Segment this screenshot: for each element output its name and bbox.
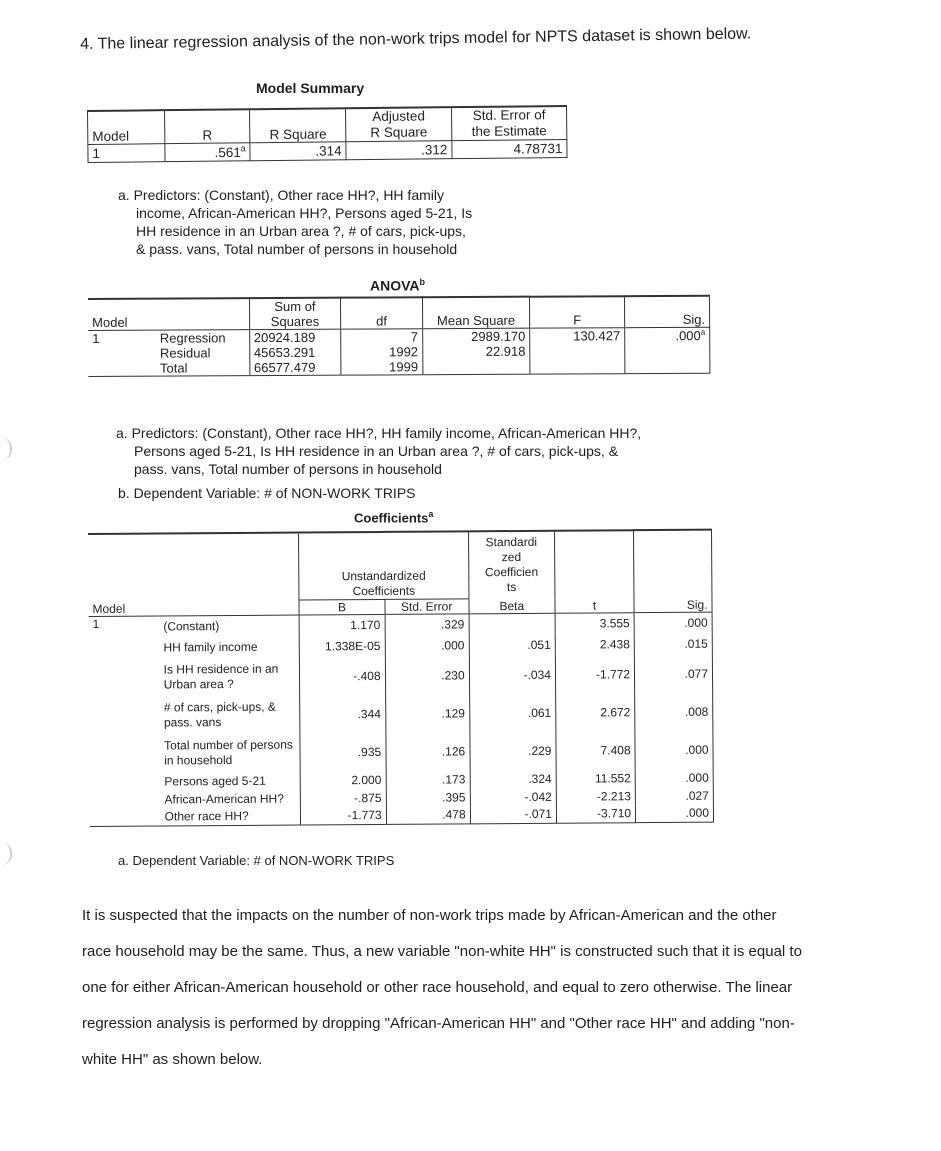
- coefficients-title-text: Coefficients: [354, 510, 429, 526]
- anova-ms-value: 22.918: [422, 344, 530, 360]
- coef-sig-value: .008: [635, 692, 713, 731]
- anova-df-value: 7: [341, 329, 423, 345]
- anova-sig-value: .000: [675, 328, 701, 344]
- model-summary-title: Model Summary: [256, 80, 365, 96]
- anova-ss-value: 20924.189: [249, 329, 341, 345]
- coef-row-label: Is HH residence in an Urban area ?: [163, 661, 279, 691]
- ms-header-adjusted-r-square: [346, 107, 452, 142]
- coef-header-unstd-line1: Unstandardized: [341, 568, 426, 584]
- question-heading: 4. The linear regression analysis of the non-work trips model for NPTS dataset is shown below.: [80, 25, 752, 53]
- coef-se-value: .395: [386, 788, 470, 807]
- coef-t-value: -1.772: [555, 655, 634, 694]
- table-row: [89, 730, 713, 772]
- ms-header-r: R: [164, 109, 250, 143]
- model-summary-row: [88, 139, 567, 162]
- coef-b-value: -1.773: [301, 806, 387, 825]
- coef-header-unstd-line2: Coefficients: [352, 583, 416, 599]
- anova-note-line: pass. vans, Total number of persons in household: [134, 461, 442, 477]
- coef-b-value: 2.000: [300, 770, 386, 789]
- coef-beta-value: -.042: [470, 787, 556, 806]
- coef-header-std-line: zed: [501, 550, 522, 565]
- coef-header-beta: Beta: [469, 598, 555, 614]
- anova-row-label: Total: [159, 360, 188, 376]
- ms-adjusted-value: .312: [346, 141, 452, 160]
- coef-t-value: -3.710: [556, 805, 635, 824]
- anova-sig-cell: [625, 327, 710, 343]
- ms-header-std-error-line2: the Estimate: [471, 123, 547, 139]
- coef-header-row-1: [88, 530, 712, 602]
- coef-row-label: # of cars, pick-ups, & pass. vans: [163, 699, 276, 729]
- coef-beta-value: .229: [470, 731, 557, 770]
- ms-note-line: income, African-American HH?, Persons aged 5-21, Is: [136, 205, 473, 221]
- ms-r-square-value: .314: [250, 142, 346, 161]
- coef-b-value: .344: [300, 694, 386, 733]
- anova-row-label: Residual: [159, 345, 211, 361]
- anova-row-total: [88, 358, 710, 377]
- coef-sig-value: .015: [634, 632, 712, 655]
- anova-ss-value: 45653.291: [249, 345, 341, 360]
- ms-note-line: a. Predictors: (Constant), Other race HH?, HH family: [118, 187, 444, 203]
- ms-header-adjusted-line1: Adjusted: [372, 108, 425, 125]
- coef-model-number: 1: [92, 616, 100, 631]
- coefficients-title-footnote-marker: a: [428, 509, 434, 519]
- ms-r-value: .561: [214, 144, 241, 161]
- paragraph-line: white HH" as shown below.: [82, 1051, 263, 1068]
- table-row: [89, 692, 713, 734]
- coef-beta-value: .324: [470, 769, 556, 788]
- coef-header-std-line: Coefficien: [484, 565, 539, 580]
- coef-header-standardized: [468, 531, 555, 599]
- paragraph-line: race household may be the same. Thus, a new variable "non-white HH" is constructed such that it is equal to: [82, 943, 802, 960]
- explanation-paragraph: [82, 898, 882, 1078]
- coef-b-value: -.408: [300, 656, 386, 695]
- coef-sig-value: .027: [635, 786, 713, 805]
- coef-t-value: 2.438: [555, 633, 634, 656]
- anova-header-sig: [625, 296, 710, 328]
- coef-se-value: .000: [385, 634, 469, 657]
- anova-table: [88, 295, 710, 378]
- coef-sig-value: .000: [634, 612, 712, 633]
- anova-model-number: 1: [92, 330, 100, 346]
- table-row: [90, 804, 714, 826]
- scan-margin-mark: [0, 438, 12, 460]
- coef-se-value: .478: [386, 806, 470, 825]
- coef-row-label: Persons aged 5-21: [164, 773, 266, 788]
- anova-header-mean-square: Mean Square: [422, 297, 530, 329]
- coef-row-label: (Constant): [163, 618, 220, 634]
- anova-header-sig-text: Sig.: [682, 311, 706, 327]
- coef-header-t: t: [555, 598, 634, 614]
- coef-b-value: .935: [300, 732, 386, 771]
- anova-title: [370, 277, 425, 294]
- coef-beta-value: .061: [469, 693, 556, 732]
- anova-f-value: 130.427: [530, 328, 625, 344]
- coefficients-table: [88, 529, 714, 827]
- coef-beta-value: .051: [469, 633, 555, 656]
- coef-row-label: Other race HH?: [164, 809, 249, 824]
- ms-r-cell: [165, 143, 251, 161]
- ms-header-std-error-line1: Std. Error of: [472, 107, 546, 123]
- coef-t-value: 2.672: [556, 693, 635, 732]
- coef-header-std-line: ts: [506, 580, 517, 595]
- anova-header-ss-line1: Sum of: [274, 298, 316, 315]
- ms-header-model: Model: [88, 110, 165, 144]
- coef-b-value: 1.338E-05: [299, 634, 385, 657]
- anova-title-footnote-marker: b: [419, 277, 426, 287]
- anova-footnote-b: b. Dependent Variable: # of NON-WORK TRIPS: [118, 485, 416, 501]
- coef-header-unstandardized: [299, 531, 469, 600]
- anova-note-line: Persons aged 5-21, Is HH residence in an Urban area ?, # of cars, pick-ups, &: [134, 443, 619, 459]
- coef-t-value: 3.555: [555, 613, 634, 634]
- model-summary-header-row: [88, 106, 567, 145]
- coef-b-value: 1.170: [299, 614, 385, 635]
- ms-note-line: HH residence in an Urban area ?, # of cars, pick-ups,: [136, 223, 466, 239]
- coef-beta-value: -.034: [469, 655, 556, 694]
- coef-header-b: B: [299, 599, 385, 615]
- coef-se-value: .173: [386, 770, 470, 789]
- coef-row-label: African-American HH?: [164, 791, 284, 806]
- scan-margin-mark: [0, 843, 12, 865]
- anova-title-text: ANOVA: [370, 277, 420, 294]
- coefficients-footnote: a. Dependent Variable: # of NON-WORK TRIPS: [118, 853, 395, 868]
- coef-header-sig: Sig.: [634, 597, 712, 613]
- anova-note-line: a. Predictors: (Constant), Other race HH?, HH family income, African-American HH?,: [116, 425, 642, 441]
- coef-header-model: Model: [92, 601, 126, 616]
- anova-header-model: Model: [88, 299, 156, 331]
- coef-t-value: -2.213: [556, 787, 635, 806]
- coef-se-value: .230: [385, 656, 469, 695]
- coef-se-value: .126: [386, 732, 470, 771]
- anova-header-sum-of-squares: [249, 298, 341, 330]
- ms-note-line: & pass. vans, Total number of persons in household: [136, 241, 458, 257]
- anova-header-df: df: [341, 297, 423, 329]
- paragraph-line: It is suspected that the impacts on the number of non-work trips made by African-American and the other: [82, 907, 777, 924]
- coef-beta-value: -.071: [470, 805, 556, 824]
- coef-header-std-line: Standardi: [485, 535, 538, 550]
- ms-std-error-value: 4.78731: [452, 139, 567, 158]
- coef-t-value: 7.408: [556, 731, 635, 770]
- anova-header-f: F: [530, 296, 625, 328]
- ms-r-footnote-marker: a: [240, 143, 246, 154]
- anova-header-row: [88, 296, 710, 331]
- anova-ss-value: 66577.479: [249, 360, 341, 376]
- model-summary-table: [87, 105, 568, 163]
- coef-sig-value: .077: [634, 654, 712, 693]
- coefficients-title: [354, 509, 433, 525]
- paragraph-line: one for either African-American household or other race household, and equal to zero otherwise. The linear: [82, 979, 793, 996]
- anova-sig-footnote-marker: a: [700, 327, 706, 337]
- table-row: [89, 654, 713, 696]
- ms-model-value: 1: [88, 144, 165, 162]
- ms-header-std-error: [451, 106, 566, 141]
- anova-ms-value: 2989.170: [422, 328, 530, 344]
- anova-footnote-a: [116, 424, 641, 478]
- ms-header-r-square: R Square: [250, 108, 346, 143]
- coef-beta-value: [469, 613, 555, 634]
- coef-t-value: 11.552: [556, 769, 635, 788]
- coef-sig-value: .000: [635, 768, 713, 787]
- anova-df-value: 1992: [341, 345, 423, 360]
- coef-sig-value: .000: [635, 804, 713, 823]
- coef-se-value: .329: [385, 614, 469, 635]
- coef-se-value: .129: [385, 694, 469, 733]
- anova-row-label: Regression: [159, 330, 226, 346]
- model-summary-footnote: [118, 186, 472, 258]
- coef-row-label: Total number of persons in household: [164, 737, 293, 767]
- coef-sig-value: .000: [635, 730, 713, 769]
- ms-header-adjusted-line2: R Square: [370, 124, 428, 141]
- coef-row-label: HH family income: [163, 639, 258, 654]
- anova-df-value: 1999: [341, 360, 423, 376]
- coef-header-std-error: Std. Error: [385, 599, 469, 615]
- coef-b-value: -.875: [300, 788, 386, 807]
- paragraph-line: regression analysis is performed by dropping "African-American HH" and "Other race HH" and adding "non-: [82, 1015, 795, 1032]
- anova-header-ss-line2: Squares: [270, 313, 320, 330]
